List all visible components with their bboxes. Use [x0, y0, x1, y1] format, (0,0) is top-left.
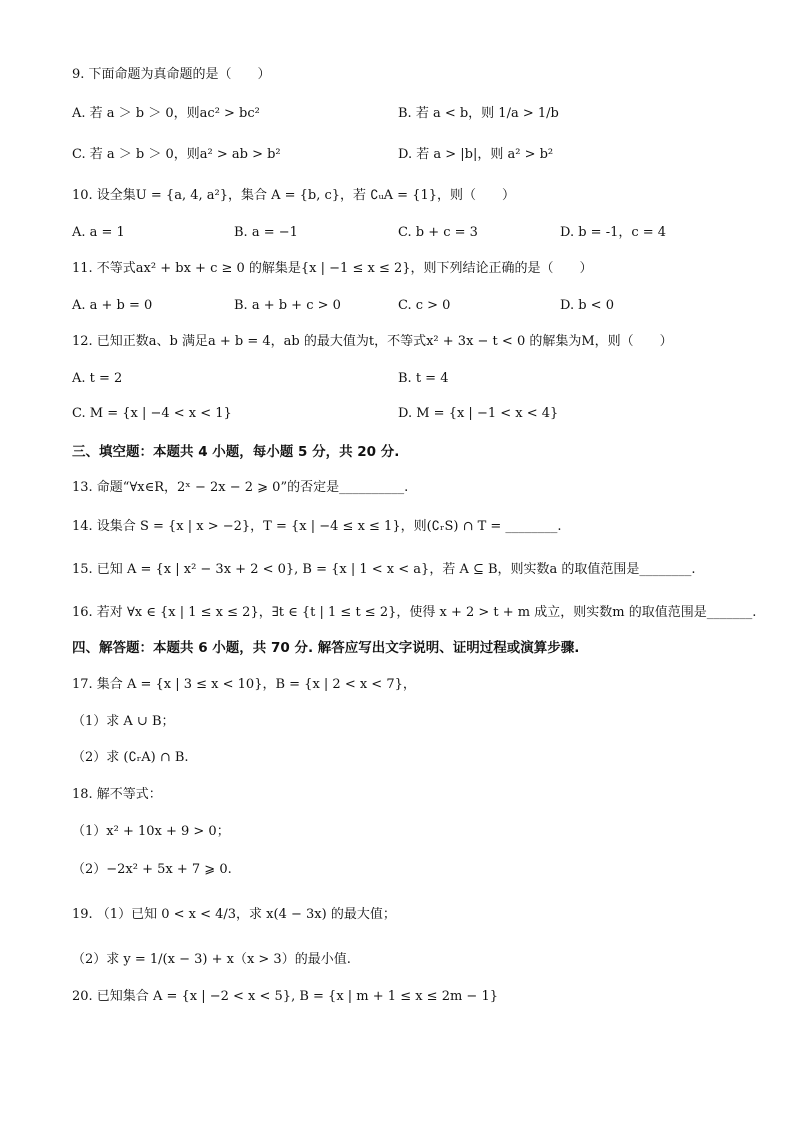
question-11-option-b: B. a + b + c > 0	[234, 298, 341, 313]
question-9-option-a: A. 若 a ＞ b ＞ 0，则ac² > bc²	[72, 106, 260, 121]
question-9-option-d: D. 若 a > |b|，则 a² > b²	[398, 147, 554, 162]
question-10-option-c: C. b + c = 3	[398, 225, 478, 240]
question-19-part-2: （2）求 y = 1/(x − 3) + x（x > 3）的最小值.	[72, 952, 351, 967]
section-3-heading: 三、填空题：本题共 4 小题，每小题 5 分，共 20 分.	[72, 444, 400, 460]
question-9-options-row-1	[72, 104, 732, 124]
question-17: 17. 集合 A = {x | 3 ≤ x < 10}，B = {x | 2 < x < 7}，	[72, 677, 416, 692]
question-10-option-b: B. a = −1	[234, 225, 298, 240]
question-10-option-a: A. a = 1	[72, 225, 125, 240]
question-12-option-d: D. M = {x | −1 < x < 4}	[398, 406, 559, 421]
question-10-options	[72, 223, 732, 243]
question-16: 16. 若对 ∀x ∈ {x | 1 ≤ x ≤ 2}，∃t ∈ {t | 1 ≤ t ≤ 2}，使得 x + 2 > t + m 成立，则实数m 的取值范围是_______.	[72, 605, 757, 620]
question-15: 15. 已知 A = {x | x² − 3x + 2 < 0}, B = {x | 1 < x < a}，若 A ⊆ B，则实数a 的取值范围是________.	[72, 562, 696, 577]
question-9-options-row-2	[72, 145, 732, 165]
question-11-option-c: C. c > 0	[398, 298, 451, 313]
question-12-option-c: C. M = {x | −4 < x < 1}	[72, 406, 232, 421]
question-10-option-d: D. b = -1，c = 4	[560, 225, 667, 240]
question-18: 18. 解不等式：	[72, 787, 162, 802]
question-18-part-1: （1）x² + 10x + 9 > 0；	[72, 824, 230, 839]
question-20: 20. 已知集合 A = {x | −2 < x < 5}, B = {x | m + 1 ≤ x ≤ 2m − 1}	[72, 989, 499, 1004]
question-13: 13. 命题“∀x∈R，2ˣ − 2x − 2 ⩾ 0”的否定是__________.	[72, 480, 409, 495]
question-9-option-c: C. 若 a ＞ b ＞ 0，则a² > ab > b²	[72, 147, 281, 162]
question-17-part-1: （1）求 A ∪ B；	[72, 714, 175, 729]
question-10-stem: 10. 设全集U = {a, 4, a²}，集合 A = {b, c}，若 ∁ᵤA = {1}，则（ ）	[72, 188, 516, 203]
question-14: 14. 设集合 S = {x | x > −2}，T = {x | −4 ≤ x ≤ 1}，则(∁ᵣS) ∩ T = ________.	[72, 519, 562, 534]
question-12-options-row-2	[72, 404, 732, 424]
question-11-option-d: D. b < 0	[560, 298, 614, 313]
question-12-option-a: A. t = 2	[72, 371, 123, 386]
question-12-option-b: B. t = 4	[398, 371, 449, 386]
question-9-stem: 9. 下面命题为真命题的是（ ）	[72, 67, 271, 82]
question-11-option-a: A. a + b = 0	[72, 298, 153, 313]
question-19-part-1: 19. （1）已知 0 < x < 4/3，求 x(4 − 3x) 的最大值；	[72, 907, 396, 922]
question-11-stem: 11. 不等式ax² + bx + c ≥ 0 的解集是{x | −1 ≤ x ≤ 2}，则下列结论正确的是（ ）	[72, 261, 593, 276]
question-17-part-2: （2）求 (∁ᵣA) ∩ B.	[72, 750, 189, 765]
question-11-options	[72, 296, 732, 316]
question-12-options-row-1	[72, 369, 732, 389]
question-12-stem: 12. 已知正数a、b 满足a + b = 4，ab 的最大值为t，不等式x² + 3x − t < 0 的解集为M，则（ ）	[72, 334, 673, 349]
question-9-option-b: B. 若 a < b，则 1/a > 1/b	[398, 106, 559, 121]
section-4-heading: 四、解答题：本题共 6 小题，共 70 分. 解答应写出文字说明、证明过程或演算步骤.	[72, 640, 580, 656]
question-18-part-2: （2）−2x² + 5x + 7 ⩾ 0.	[72, 862, 232, 877]
